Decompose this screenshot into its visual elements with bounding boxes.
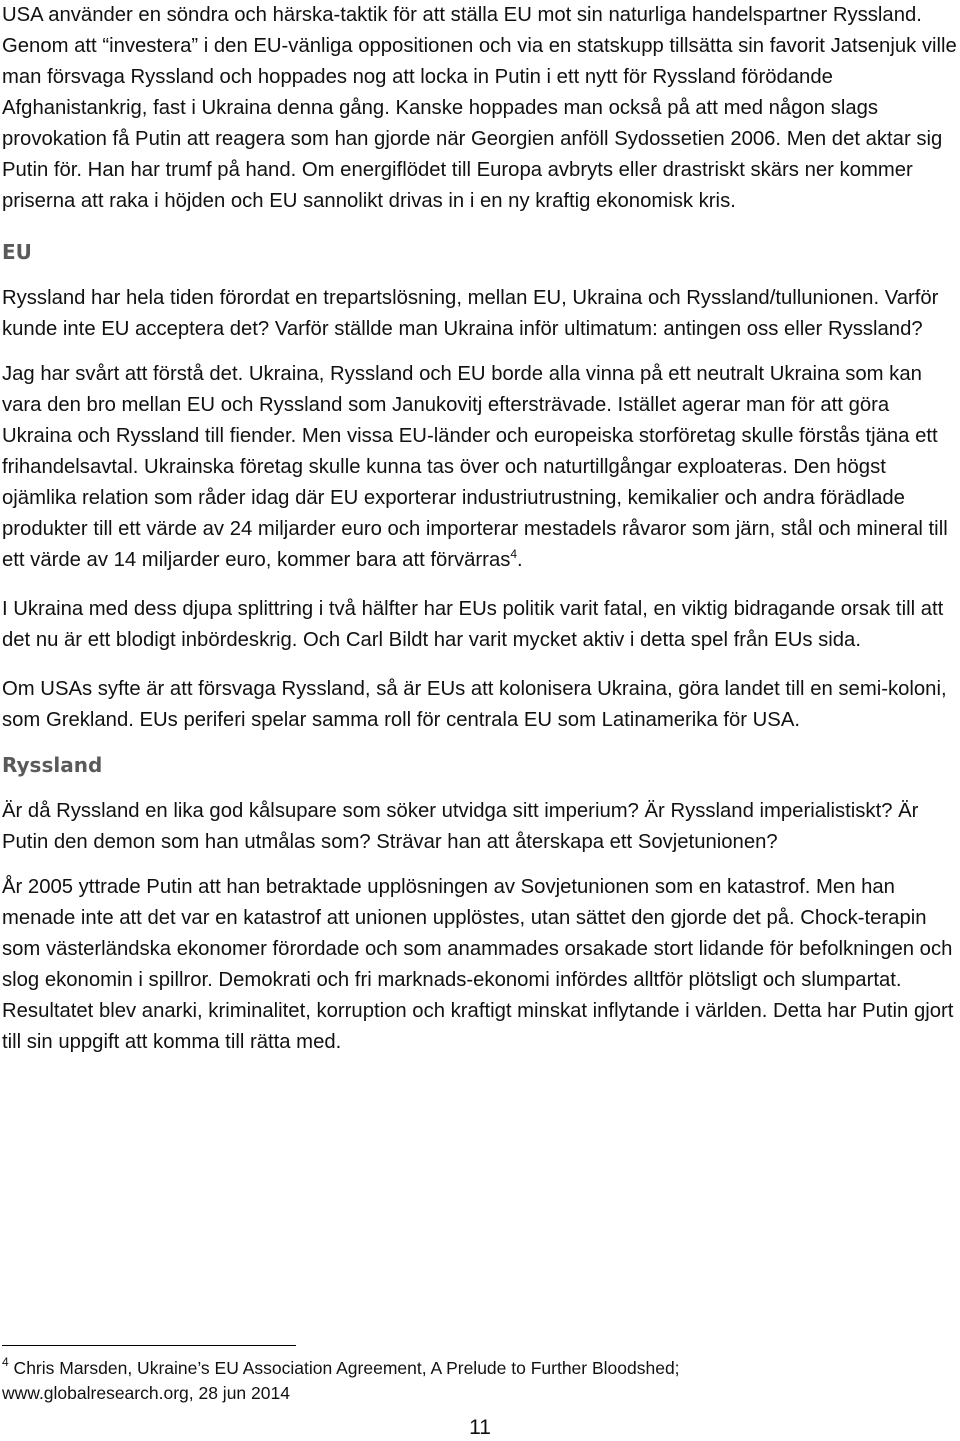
footnote-url[interactable]: www.globalresearch.org, 28 jun 2014 [2,1383,290,1403]
footnote-marker: 4 [2,1355,9,1369]
paragraph-trepartslosning: Ryssland har hela tiden förordat en trepartslösning, mellan EU, Ukraina och Ryssland/tullunionen. Varför kunde inte EU acceptera det? Varför ställde man Ukraina inför ultimatum: antingen oss eller Ryssland? [2,287,939,340]
section-heading-eu: EU [2,240,32,264]
footnote-line-1 [2,1356,952,1381]
paragraph-usa-tactics: USA använder en söndra och härska-taktik för att ställa EU mot sin naturliga handelspartner Ryssland. Genom att “investera” i den EU-vänliga oppositionen och via en statskupp tillsätta sin favorit Jatsenjuk ville man försvaga Ryssland och hoppades nog att locka in Putin i ett nytt för Ryssland förödande Afghanistankrig, fast i Ukraina denna gång. Kanske hoppades man också på att med någon slags provokation få Putin att reagera som han gjorde när Georgien anföll Sydossetien 2006. Men det aktar sig Putin för. Han har trumf på hand. Om energiflödet till Europa avbryts eller drastriskt skärs ner kommer priserna att raka i höjden och EU sannolikt drivas in i en ny kraftig ekonomisk kris. [2,4,957,212]
section-heading-ryssland: Ryssland [2,753,103,777]
paragraph-end-punct: . [517,549,523,571]
paragraph-usa-syfte: Om USAs syfte är att försvaga Ryssland, så är EUs att kolonisera Ukraina, göra landet till en semi-koloni, som Grekland. EUs periferi spelar samma roll för centrala EU som Latinamerika för USA. [2,678,947,731]
paragraph-svart-att-forsta [2,359,958,576]
footnote-citation: Chris Marsden, Ukraine’s EU Association Agreement, A Prelude to Further Bloodshed; [8,1358,680,1378]
page-number: 11 [469,1416,491,1439]
paragraph-svart-att-forsta-text: Jag har svårt att förstå det. Ukraina, Ryssland och EU borde alla vinna på ett neutralt Ukraina som kan vara den bro mellan EU och Ryssland som Janukovitj eftersträvade. Istället agerar man för att göra Ukraina och Ryssland till fiender. Men vissa EU-länder och europeiska storföretag skulle förstås tjäna ett frihandelsavtal. Ukrainska företag skulle kunna tas över och naturtillgångar exploateras. Den högst ojämlika relation som råder idag där EU exporterar industriutrustning, kemikalier och andra förädlade produkter till ett värde av 24 miljarder euro och importerar mestadels råvaror som järn, stål och mineral till ett värde av 14 miljarder euro, kommer bara att förvärras [2,363,948,571]
footnote-separator [2,1345,296,1346]
footnote [2,1356,952,1406]
footnote-reference[interactable]: 4 [510,547,518,561]
paragraph-kalsupare: Är då Ryssland en lika god kålsupare som söker utvidga sitt imperium? Är Ryssland imperialistiskt? Är Putin den demon som han utmålas som? Strävar han att återskapa ett Sovjetunionen? [2,800,919,853]
paragraph-ukraina-splittring: I Ukraina med dess djupa splittring i två hälfter har EUs politik varit fatal, en viktig bidragande orsak till att det nu är ett blodigt inbördeskrig. Och Carl Bildt har varit mycket aktiv i detta spel från EUs sida. [2,598,944,651]
paragraph-ar-2005: År 2005 yttrade Putin att han betraktade upplösningen av Sovjetunionen som en katastrof. Men han menade inte att det var en katastrof att unionen upplöstes, utan sättet den gjorde det på. Chock-terapin som västerländska ekonomer förordade och som anammades orsakade stort lidande för befolkningen och slog ekonomin i spillror. Demokrati och fri marknads-ekonomi infördes alltför plötsligt och slumpartat. Resultatet blev anarki, kriminalitet, korruption och kraftigt minskat inflytande i världen. Detta har Putin gjort till sin uppgift att komma till rätta med. [2,876,954,1053]
